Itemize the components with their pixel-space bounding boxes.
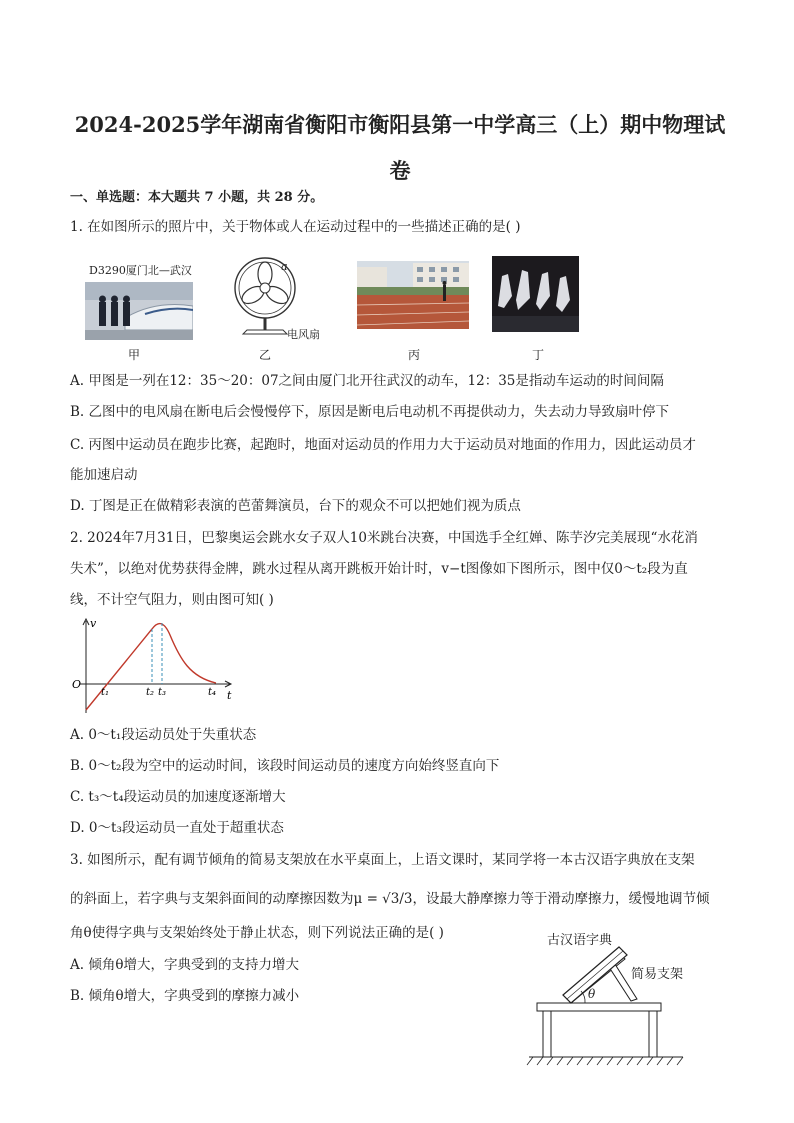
title-line-1: 2024-2025学年湖南省衡阳市衡阳县第一中学高三（上）期中物理试 [74,112,726,137]
graph-v-label: v [90,617,97,630]
caption-bing: 丙 [407,348,420,362]
caption-jia: 甲 [127,348,140,362]
q1-option-c-line1: C. 丙图中运动员在跑步比赛，起跑时，地面对运动员的作用力大于运动员对地面的作用力，因此运动员才 [70,437,696,453]
q3-line3: 角θ使得字典与支架始终处于静止状态，则下列说法正确的是( ) [70,925,444,941]
theta-label: θ [588,987,596,1001]
q1-option-b: B. 乙图中的电风扇在断电后会慢慢停下，原因是断电后电动机不再提供动力，失去动力导致扇叶停下 [70,404,670,420]
graph-origin-label: O [72,678,82,691]
graph-t1-label: t₁ [101,687,110,698]
graph-t2-label: t₂ [146,687,155,698]
graph-t-label: t [227,689,232,702]
section-heading: 一、单选题：本大题共 7 小题，共 28 分。 [70,190,324,205]
caption-ding: 丁 [531,348,544,362]
fan-figure [225,254,330,342]
train-sign: D3290厦门北—武汉 [89,264,192,277]
fan-a-label: a [281,260,288,273]
graph-t4-label: t₄ [208,687,217,698]
q3-option-a: A. 倾角θ增大，字典受到的支持力增大 [70,957,299,973]
stand-label: 简易支架 [631,967,684,982]
fan-label: 电风扇 [287,328,320,341]
q1-option-a: A. 甲图是一列在12：35～20：07之间由厦门北开往武汉的动车，12：35是指动车运动的时间间隔 [70,373,664,389]
q2-line1: 2. 2024年7月31日，巴黎奥运会跳水女子双人10米跳台决赛，中国选手全红婵、陈芋汐完美展现“水花消 [70,530,698,546]
q2-option-a: A. 0～t₁段运动员处于失重状态 [70,727,257,743]
track-photo [357,261,469,329]
q2-line2: 失术”，以绝对优势获得金牌，跳水过程从离开跳板开始计时，v−t图像如下图所示，图中仅0～t₂段为直 [70,561,688,577]
train-photo [85,258,193,340]
q3-line2: 的斜面上，若字典与支架斜面间的动摩擦因数为μ = √3/3，设最大静摩擦力等于滑动摩擦力，缓慢地调节倾 [70,891,710,907]
q2-option-b: B. 0～t₂段为空中的运动时间，该段时间运动员的速度方向始终竖直向下 [70,758,500,774]
graph-t3-label: t₃ [158,687,167,698]
vt-graph [70,615,240,720]
q3-line1: 3. 如图所示，配有调节倾角的简易支架放在水平桌面上，上语文课时，某同学将一本古汉语字典放在支架 [70,852,695,868]
page-title [70,102,730,194]
caption-yi: 乙 [258,348,271,362]
q1-option-d: D. 丁图是正在做精彩表演的芭蕾舞演员，台下的观众不可以把她们视为质点 [70,498,521,514]
q1-stem: 1. 在如图所示的照片中，关于物体或人在运动过程中的一些描述正确的是( ) [70,219,521,235]
q2-line3: 线，不计空气阻力，则由图可知( ) [70,592,274,608]
stand-figure [525,925,700,1070]
q2-option-c: C. t₃～t₄段运动员的加速度逐渐增大 [70,789,286,805]
q3-option-b: B. 倾角θ增大，字典受到的摩擦力减小 [70,988,300,1004]
title-line-2: 卷 [389,158,411,183]
ballet-photo [492,256,579,332]
q2-option-d: D. 0～t₃段运动员一直处于超重状态 [70,820,284,836]
q1-option-c-line2: 能加速启动 [70,467,138,483]
dict-label: 古汉语字典 [547,933,613,948]
